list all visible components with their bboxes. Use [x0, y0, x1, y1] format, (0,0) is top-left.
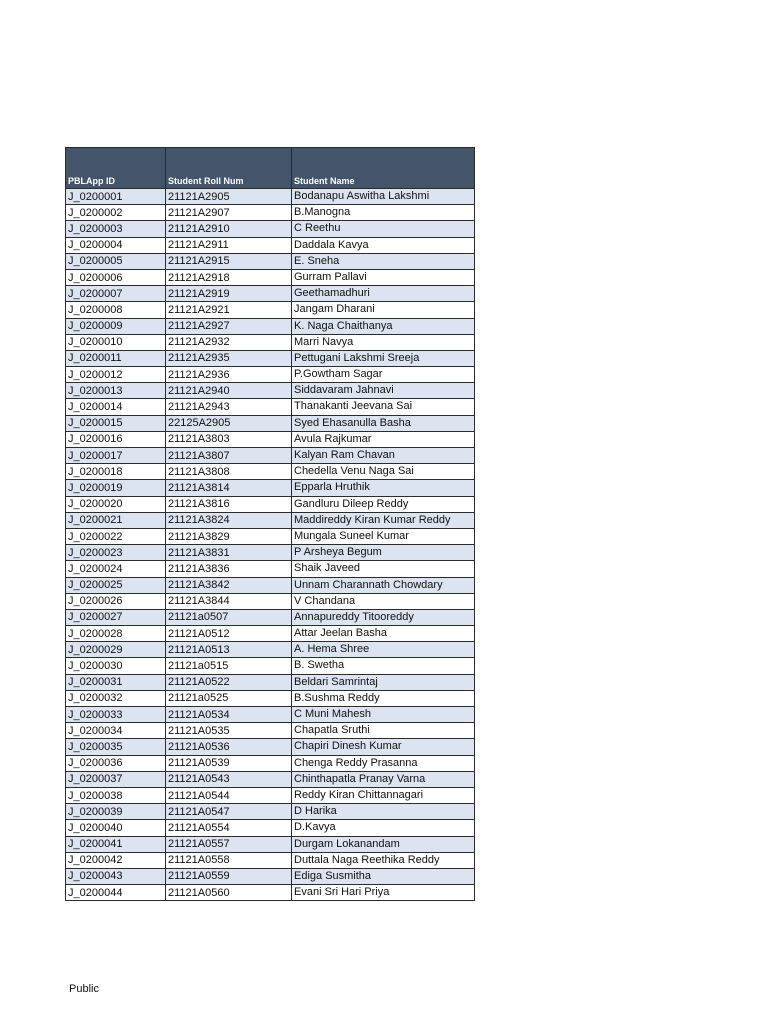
cell-roll-num: 21121A0558 — [166, 852, 292, 868]
cell-pblapp-id: J_0200016 — [66, 431, 166, 447]
table-row — [66, 868, 475, 884]
cell-roll-num: 22125A2905 — [166, 415, 292, 431]
table-row — [66, 836, 475, 852]
cell-roll-num: 21121A2911 — [166, 237, 292, 253]
table-row — [66, 593, 475, 609]
cell-pblapp-id: J_0200006 — [66, 269, 166, 285]
cell-roll-num: 21121A3831 — [166, 545, 292, 561]
cell-student-name: Jangam Dharani — [292, 302, 475, 318]
cell-student-name: Chedella Venu Naga Sai — [292, 464, 475, 480]
cell-roll-num: 21121A0544 — [166, 787, 292, 803]
cell-student-name: Durgam Lokanandam — [292, 836, 475, 852]
cell-student-name: Chapiri Dinesh Kumar — [292, 739, 475, 755]
cell-student-name: Gurram Pallavi — [292, 269, 475, 285]
cell-roll-num: 21121A0513 — [166, 642, 292, 658]
cell-student-name: Attar Jeelan Basha — [292, 626, 475, 642]
cell-roll-num: 21121A3842 — [166, 577, 292, 593]
cell-student-name: D.Kavya — [292, 820, 475, 836]
cell-pblapp-id: J_0200036 — [66, 755, 166, 771]
cell-roll-num: 21121A2935 — [166, 350, 292, 366]
table-row — [66, 367, 475, 383]
cell-student-name: V Chandana — [292, 593, 475, 609]
table-row — [66, 690, 475, 706]
cell-student-name: Marri Navya — [292, 334, 475, 350]
cell-pblapp-id: J_0200028 — [66, 626, 166, 642]
cell-pblapp-id: J_0200040 — [66, 820, 166, 836]
cell-student-name: Shaik Javeed — [292, 561, 475, 577]
table-row — [66, 512, 475, 528]
table-row — [66, 189, 475, 205]
table-row — [66, 577, 475, 593]
cell-pblapp-id: J_0200024 — [66, 561, 166, 577]
table-row — [66, 237, 475, 253]
table-body — [66, 189, 475, 901]
classification-label: Public — [69, 983, 99, 995]
cell-student-name: Maddireddy Kiran Kumar Reddy — [292, 512, 475, 528]
table-row — [66, 480, 475, 496]
cell-pblapp-id: J_0200041 — [66, 836, 166, 852]
cell-roll-num: 21121A2932 — [166, 334, 292, 350]
table-row — [66, 609, 475, 625]
table-row — [66, 787, 475, 803]
cell-roll-num: 21121A0536 — [166, 739, 292, 755]
cell-roll-num: 21121A0559 — [166, 868, 292, 884]
cell-student-name: P Arsheya Begum — [292, 545, 475, 561]
cell-roll-num: 21121A0554 — [166, 820, 292, 836]
cell-student-name: Reddy Kiran Chittannagari — [292, 787, 475, 803]
table-row — [66, 852, 475, 868]
cell-roll-num: 21121A2919 — [166, 286, 292, 302]
cell-pblapp-id: J_0200027 — [66, 609, 166, 625]
table-row — [66, 755, 475, 771]
cell-pblapp-id: J_0200022 — [66, 528, 166, 544]
cell-pblapp-id: J_0200035 — [66, 739, 166, 755]
cell-pblapp-id: J_0200023 — [66, 545, 166, 561]
table-row — [66, 221, 475, 237]
cell-roll-num: 21121A0539 — [166, 755, 292, 771]
cell-pblapp-id: J_0200037 — [66, 771, 166, 787]
cell-roll-num: 21121A2927 — [166, 318, 292, 334]
cell-roll-num: 21121A3824 — [166, 512, 292, 528]
cell-pblapp-id: J_0200004 — [66, 237, 166, 253]
cell-student-name: A. Hema Shree — [292, 642, 475, 658]
cell-pblapp-id: J_0200007 — [66, 286, 166, 302]
table-row — [66, 383, 475, 399]
cell-roll-num: 21121A3803 — [166, 431, 292, 447]
cell-student-name: Kalyan Ram Chavan — [292, 448, 475, 464]
cell-student-name: Chinthapatla Pranay Varna — [292, 771, 475, 787]
table-row — [66, 528, 475, 544]
cell-roll-num: 21121A0543 — [166, 771, 292, 787]
cell-roll-num: 21121A2936 — [166, 367, 292, 383]
cell-pblapp-id: J_0200018 — [66, 464, 166, 480]
table-row — [66, 885, 475, 901]
cell-student-name: Unnam Charannath Chowdary — [292, 577, 475, 593]
cell-student-name: P.Gowtham Sagar — [292, 367, 475, 383]
cell-roll-num: 21121A0557 — [166, 836, 292, 852]
table-row — [66, 496, 475, 512]
cell-pblapp-id: J_0200034 — [66, 723, 166, 739]
table-row — [66, 302, 475, 318]
table-row — [66, 205, 475, 221]
cell-pblapp-id: J_0200039 — [66, 804, 166, 820]
cell-student-name: C Reethu — [292, 221, 475, 237]
cell-student-name: B.Manogna — [292, 205, 475, 221]
cell-pblapp-id: J_0200025 — [66, 577, 166, 593]
cell-roll-num: 21121A3829 — [166, 528, 292, 544]
cell-roll-num: 21121A3808 — [166, 464, 292, 480]
cell-roll-num: 21121A3807 — [166, 448, 292, 464]
cell-pblapp-id: J_0200010 — [66, 334, 166, 350]
table-row — [66, 642, 475, 658]
cell-pblapp-id: J_0200030 — [66, 658, 166, 674]
table-row — [66, 804, 475, 820]
cell-student-name: Bodanapu Aswitha Lakshmi — [292, 189, 475, 205]
cell-pblapp-id: J_0200015 — [66, 415, 166, 431]
table-row — [66, 820, 475, 836]
cell-roll-num: 21121A2907 — [166, 205, 292, 221]
cell-student-name: B.Sushma Reddy — [292, 690, 475, 706]
cell-roll-num: 21121A3816 — [166, 496, 292, 512]
cell-pblapp-id: J_0200044 — [66, 885, 166, 901]
table-row — [66, 561, 475, 577]
cell-roll-num: 21121A3836 — [166, 561, 292, 577]
header-student-name: Student Name — [292, 148, 475, 189]
cell-roll-num: 21121a0515 — [166, 658, 292, 674]
cell-roll-num: 21121A3814 — [166, 480, 292, 496]
cell-roll-num: 21121a0525 — [166, 690, 292, 706]
student-table — [65, 147, 475, 901]
cell-pblapp-id: J_0200032 — [66, 690, 166, 706]
table-row — [66, 286, 475, 302]
cell-student-name: E. Sneha — [292, 253, 475, 269]
cell-pblapp-id: J_0200002 — [66, 205, 166, 221]
cell-student-name: K. Naga Chaithanya — [292, 318, 475, 334]
cell-pblapp-id: J_0200014 — [66, 399, 166, 415]
table-row — [66, 350, 475, 366]
table-row — [66, 723, 475, 739]
cell-roll-num: 21121A2910 — [166, 221, 292, 237]
cell-pblapp-id: J_0200038 — [66, 787, 166, 803]
table-row — [66, 545, 475, 561]
cell-student-name: B. Swetha — [292, 658, 475, 674]
cell-student-name: Ediga Susmitha — [292, 868, 475, 884]
cell-pblapp-id: J_0200008 — [66, 302, 166, 318]
table-row — [66, 399, 475, 415]
cell-pblapp-id: J_0200042 — [66, 852, 166, 868]
cell-student-name: Mungala Suneel Kumar — [292, 528, 475, 544]
table-row — [66, 674, 475, 690]
cell-pblapp-id: J_0200012 — [66, 367, 166, 383]
cell-student-name: Epparla Hruthik — [292, 480, 475, 496]
cell-student-name: Syed Ehasanulla Basha — [292, 415, 475, 431]
cell-pblapp-id: J_0200020 — [66, 496, 166, 512]
cell-student-name: Beldari Samrintaj — [292, 674, 475, 690]
cell-pblapp-id: J_0200029 — [66, 642, 166, 658]
table-row — [66, 334, 475, 350]
table-row — [66, 464, 475, 480]
cell-student-name: Pettugani Lakshmi Sreeja — [292, 350, 475, 366]
cell-pblapp-id: J_0200003 — [66, 221, 166, 237]
cell-roll-num: 21121A0535 — [166, 723, 292, 739]
cell-roll-num: 21121A0560 — [166, 885, 292, 901]
cell-pblapp-id: J_0200009 — [66, 318, 166, 334]
cell-roll-num: 21121A2918 — [166, 269, 292, 285]
header-pblapp-id: PBLApp ID — [66, 148, 166, 189]
cell-student-name: Daddala Kavya — [292, 237, 475, 253]
cell-roll-num: 21121A0512 — [166, 626, 292, 642]
cell-roll-num: 21121A0534 — [166, 707, 292, 723]
cell-pblapp-id: J_0200011 — [66, 350, 166, 366]
cell-pblapp-id: J_0200026 — [66, 593, 166, 609]
cell-pblapp-id: J_0200031 — [66, 674, 166, 690]
cell-student-name: Chenga Reddy Prasanna — [292, 755, 475, 771]
table-row — [66, 739, 475, 755]
cell-student-name: Avula Rajkumar — [292, 431, 475, 447]
cell-student-name: Geethamadhuri — [292, 286, 475, 302]
cell-student-name: Evani Sri Hari Priya — [292, 885, 475, 901]
table-row — [66, 771, 475, 787]
table-row — [66, 658, 475, 674]
table-row — [66, 318, 475, 334]
cell-roll-num: 21121A2940 — [166, 383, 292, 399]
cell-student-name: Annapureddy Titooreddy — [292, 609, 475, 625]
cell-student-name: C Muni Mahesh — [292, 707, 475, 723]
cell-roll-num: 21121A2915 — [166, 253, 292, 269]
table-row — [66, 415, 475, 431]
cell-roll-num: 21121a0507 — [166, 609, 292, 625]
cell-student-name: D Harika — [292, 804, 475, 820]
cell-student-name: Duttala Naga Reethika Reddy — [292, 852, 475, 868]
table-row — [66, 253, 475, 269]
table-row — [66, 707, 475, 723]
table-header-row — [66, 148, 475, 189]
table-row — [66, 448, 475, 464]
cell-pblapp-id: J_0200001 — [66, 189, 166, 205]
cell-pblapp-id: J_0200019 — [66, 480, 166, 496]
table-row — [66, 431, 475, 447]
cell-student-name: Thanakanti Jeevana Sai — [292, 399, 475, 415]
cell-roll-num: 21121A0522 — [166, 674, 292, 690]
cell-student-name: Gandluru Dileep Reddy — [292, 496, 475, 512]
cell-pblapp-id: J_0200005 — [66, 253, 166, 269]
cell-pblapp-id: J_0200017 — [66, 448, 166, 464]
cell-student-name: Chapatla Sruthi — [292, 723, 475, 739]
table-row — [66, 269, 475, 285]
table-row — [66, 626, 475, 642]
header-student-roll-num: Student Roll Num — [166, 148, 292, 189]
cell-roll-num: 21121A3844 — [166, 593, 292, 609]
cell-pblapp-id: J_0200033 — [66, 707, 166, 723]
cell-roll-num: 21121A0547 — [166, 804, 292, 820]
cell-student-name: Siddavaram Jahnavi — [292, 383, 475, 399]
cell-roll-num: 21121A2943 — [166, 399, 292, 415]
cell-roll-num: 21121A2921 — [166, 302, 292, 318]
cell-pblapp-id: J_0200043 — [66, 868, 166, 884]
cell-pblapp-id: J_0200013 — [66, 383, 166, 399]
cell-pblapp-id: J_0200021 — [66, 512, 166, 528]
cell-roll-num: 21121A2905 — [166, 189, 292, 205]
